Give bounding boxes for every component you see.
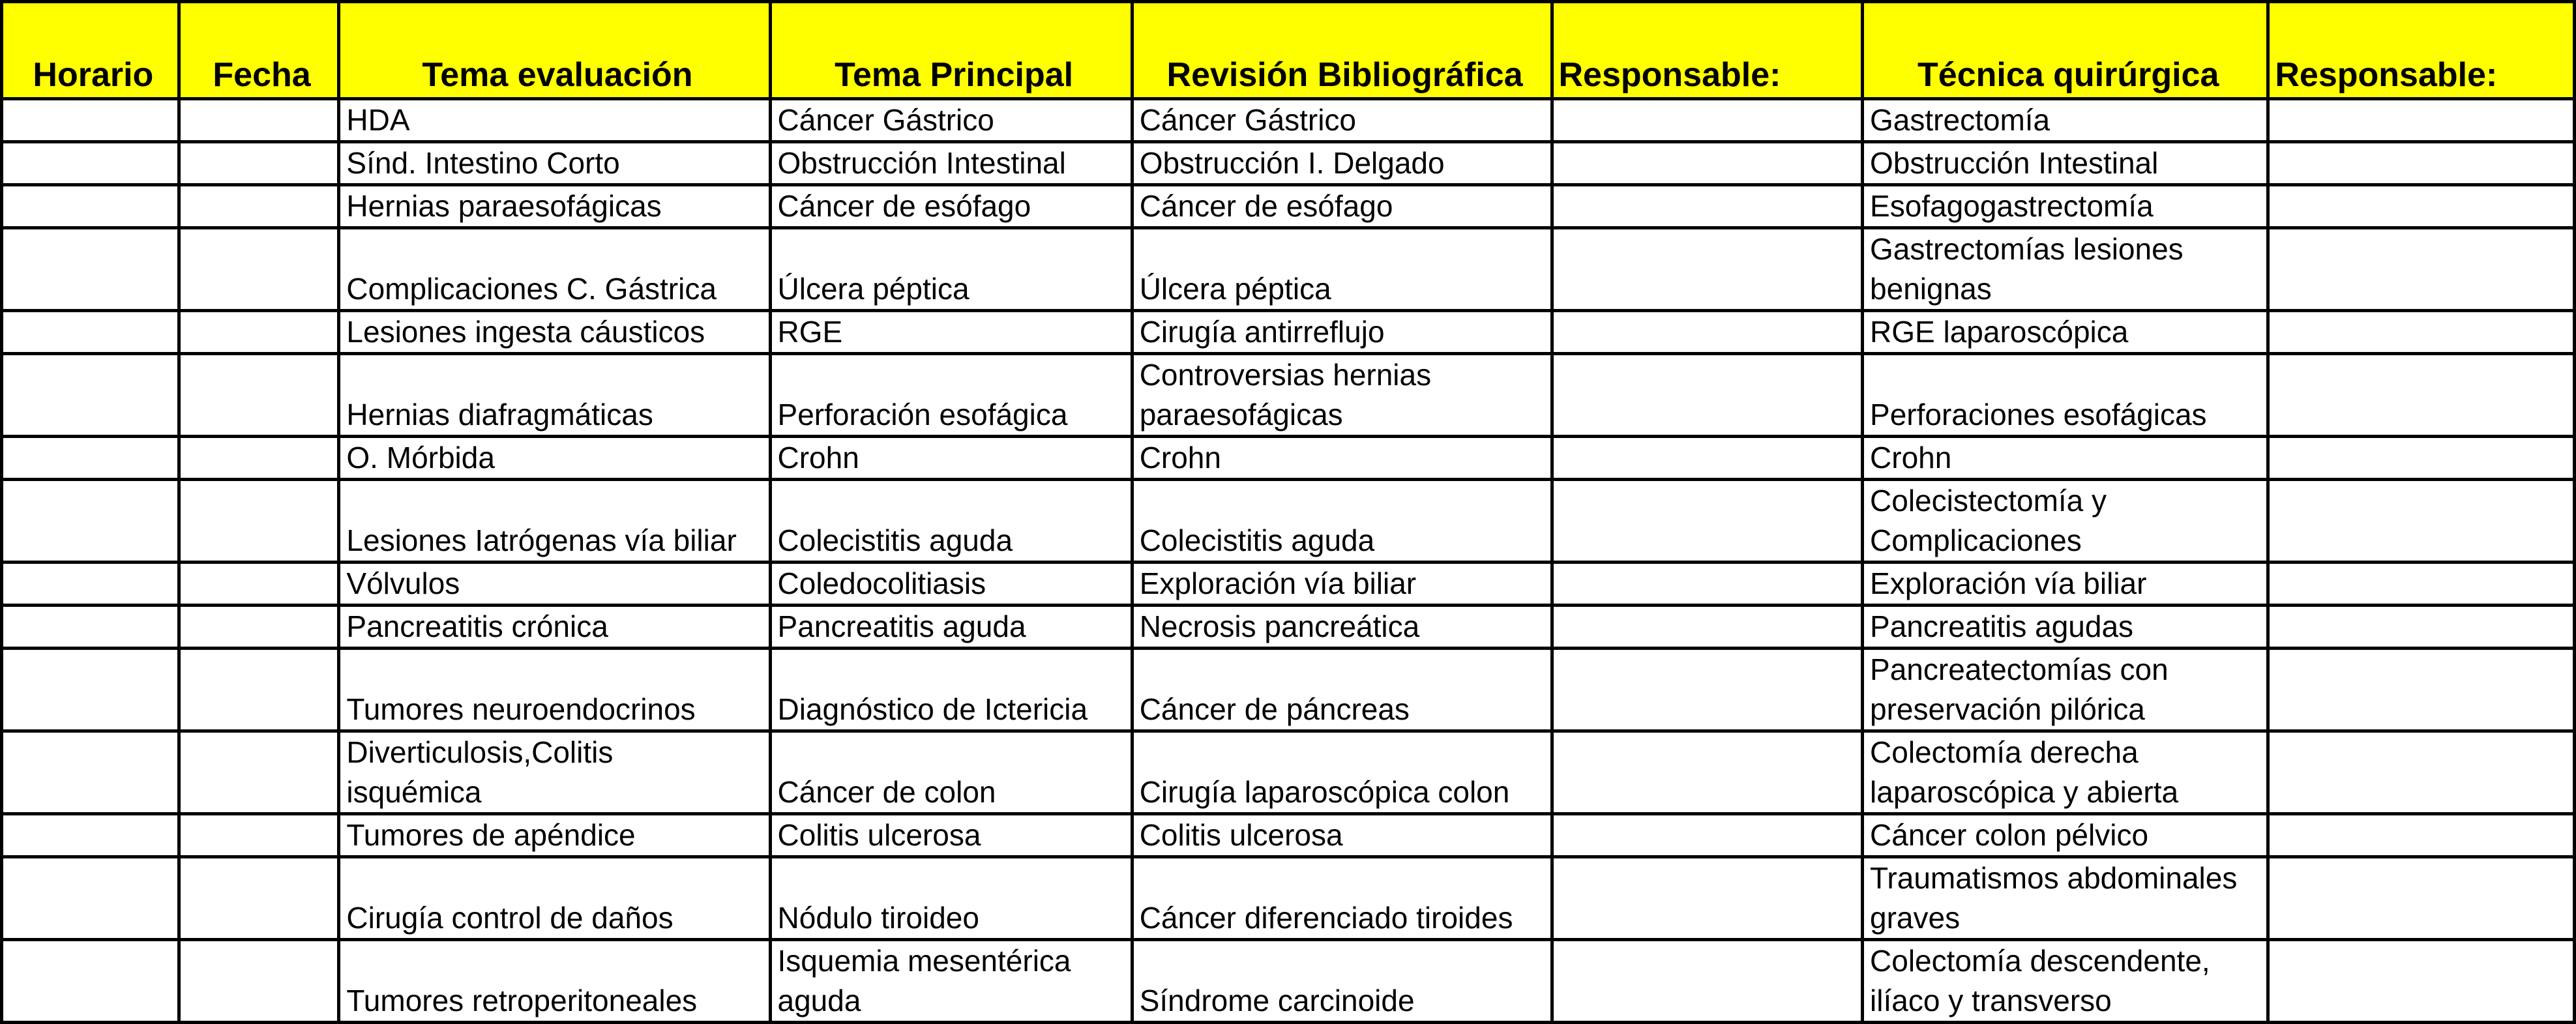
- cell-tema-principal[interactable]: RGE: [770, 311, 1132, 354]
- table-row: [2, 940, 2575, 1023]
- cell-fecha[interactable]: [179, 228, 339, 311]
- cell-responsable-1[interactable]: [1552, 142, 1863, 185]
- cell-responsable-1[interactable]: [1552, 731, 1863, 814]
- cell-tecnica-quirurgica[interactable]: Obstrucción Intestinal: [1863, 142, 2268, 185]
- cell-fecha[interactable]: [179, 857, 339, 940]
- cell-tema-evaluacion[interactable]: Tumores retroperitoneales: [339, 940, 770, 1023]
- table-row: [2, 814, 2575, 857]
- cell-tema-evaluacion[interactable]: Cirugía control de daños: [339, 857, 770, 940]
- cell-revision-bibliografica[interactable]: Cáncer diferenciado tiroides: [1132, 857, 1552, 940]
- table-row: [2, 649, 2575, 731]
- cell-responsable-1[interactable]: [1552, 437, 1863, 480]
- cell-horario[interactable]: [2, 437, 179, 480]
- cell-fecha[interactable]: [179, 563, 339, 606]
- table-row: [2, 480, 2575, 563]
- cell-tema-evaluacion[interactable]: Diverticulosis,Colitis isquémica: [339, 731, 770, 814]
- table-row: [2, 354, 2575, 437]
- cell-tema-evaluacion[interactable]: Pancreatitis crónica: [339, 606, 770, 649]
- table-row: [2, 99, 2575, 142]
- cell-tema-evaluacion[interactable]: Lesiones ingesta cáusticos: [339, 311, 770, 354]
- cell-tecnica-quirurgica[interactable]: Esofagogastrectomía: [1863, 185, 2268, 228]
- cell-tema-evaluacion[interactable]: O. Mórbida: [339, 437, 770, 480]
- cell-responsable-2[interactable]: [2268, 480, 2575, 563]
- cell-tema-principal[interactable]: Cáncer Gástrico: [770, 99, 1132, 142]
- cell-responsable-2[interactable]: [2268, 814, 2575, 857]
- cell-responsable-1[interactable]: [1552, 185, 1863, 228]
- cell-tema-evaluacion[interactable]: HDA: [339, 99, 770, 142]
- cell-horario[interactable]: [2, 99, 179, 142]
- cell-revision-bibliografica[interactable]: Úlcera péptica: [1132, 228, 1552, 311]
- cell-fecha[interactable]: [179, 354, 339, 437]
- cell-fecha[interactable]: [179, 606, 339, 649]
- cell-responsable-1[interactable]: [1552, 311, 1863, 354]
- cell-tema-principal[interactable]: Colecistitis aguda: [770, 480, 1132, 563]
- cell-tema-evaluacion[interactable]: Vólvulos: [339, 563, 770, 606]
- cell-tecnica-quirurgica[interactable]: Colectomía descendente, ilíaco y transverso: [1863, 940, 2268, 1023]
- cell-responsable-2[interactable]: [2268, 354, 2575, 437]
- cell-tecnica-quirurgica[interactable]: Colectomía derecha laparoscópica y abierta: [1863, 731, 2268, 814]
- cell-responsable-2[interactable]: [2268, 606, 2575, 649]
- cell-fecha[interactable]: [179, 480, 339, 563]
- table-row: [2, 606, 2575, 649]
- cell-tecnica-quirurgica[interactable]: Perforaciones esofágicas: [1863, 354, 2268, 437]
- cell-tema-evaluacion[interactable]: Hernias paraesofágicas: [339, 185, 770, 228]
- table-row: [2, 185, 2575, 228]
- cell-horario[interactable]: [2, 480, 179, 563]
- cell-tema-principal[interactable]: Úlcera péptica: [770, 228, 1132, 311]
- cell-revision-bibliografica[interactable]: Colitis ulcerosa: [1132, 814, 1552, 857]
- cell-tema-principal[interactable]: Diagnóstico de Ictericia: [770, 649, 1132, 731]
- cell-tema-principal[interactable]: Cáncer de colon: [770, 731, 1132, 814]
- cell-tema-evaluacion[interactable]: Sínd. Intestino Corto: [339, 142, 770, 185]
- header-responsable-1[interactable]: Responsable:: [1552, 2, 1863, 99]
- cell-responsable-1[interactable]: [1552, 857, 1863, 940]
- cell-fecha[interactable]: [179, 940, 339, 1023]
- cell-tecnica-quirurgica[interactable]: Gastrectomía: [1863, 99, 2268, 142]
- cell-tema-evaluacion[interactable]: Complicaciones C. Gástrica: [339, 228, 770, 311]
- cell-fecha[interactable]: [179, 437, 339, 480]
- cell-tecnica-quirurgica[interactable]: Colecistectomía y Complicaciones: [1863, 480, 2268, 563]
- cell-tecnica-quirurgica[interactable]: Pancreatitis agudas: [1863, 606, 2268, 649]
- table-row: [2, 228, 2575, 311]
- cell-responsable-2[interactable]: [2268, 731, 2575, 814]
- cell-tecnica-quirurgica[interactable]: Traumatismos abdominales graves: [1863, 857, 2268, 940]
- cell-responsable-2[interactable]: [2268, 99, 2575, 142]
- cell-tema-principal[interactable]: Cáncer de esófago: [770, 185, 1132, 228]
- cell-tema-evaluacion[interactable]: Lesiones Iatrógenas vía biliar: [339, 480, 770, 563]
- cell-revision-bibliografica[interactable]: Necrosis pancreática: [1132, 606, 1552, 649]
- cell-tema-principal[interactable]: Perforación esofágica: [770, 354, 1132, 437]
- cell-horario[interactable]: [2, 814, 179, 857]
- cell-tecnica-quirurgica[interactable]: Exploración vía biliar: [1863, 563, 2268, 606]
- cell-responsable-2[interactable]: [2268, 437, 2575, 480]
- cell-tema-evaluacion[interactable]: Hernias diafragmáticas: [339, 354, 770, 437]
- cell-responsable-1[interactable]: [1552, 228, 1863, 311]
- cell-revision-bibliografica[interactable]: Obstrucción I. Delgado: [1132, 142, 1552, 185]
- cell-horario[interactable]: [2, 354, 179, 437]
- cell-responsable-1[interactable]: [1552, 606, 1863, 649]
- header-row: [2, 2, 2575, 99]
- cell-responsable-1[interactable]: [1552, 649, 1863, 731]
- cell-responsable-2[interactable]: [2268, 185, 2575, 228]
- cell-horario[interactable]: [2, 142, 179, 185]
- cell-responsable-1[interactable]: [1552, 563, 1863, 606]
- cell-fecha[interactable]: [179, 185, 339, 228]
- cell-horario[interactable]: [2, 228, 179, 311]
- cell-tecnica-quirurgica[interactable]: Cáncer colon pélvico: [1863, 814, 2268, 857]
- cell-responsable-1[interactable]: [1552, 940, 1863, 1023]
- table-row: [2, 437, 2575, 480]
- table-row: [2, 311, 2575, 354]
- cell-revision-bibliografica[interactable]: Cáncer Gástrico: [1132, 99, 1552, 142]
- cell-tema-principal[interactable]: Obstrucción Intestinal: [770, 142, 1132, 185]
- cell-horario[interactable]: [2, 185, 179, 228]
- cell-tema-principal[interactable]: Coledocolitiasis: [770, 563, 1132, 606]
- cell-horario[interactable]: [2, 731, 179, 814]
- cell-tema-principal[interactable]: Isquemia mesentérica aguda: [770, 940, 1132, 1023]
- cell-fecha[interactable]: [179, 814, 339, 857]
- cell-tema-principal[interactable]: Colitis ulcerosa: [770, 814, 1132, 857]
- cell-tema-evaluacion[interactable]: Tumores neuroendocrinos: [339, 649, 770, 731]
- header-tema-evaluacion[interactable]: Tema evaluación: [339, 2, 770, 99]
- cell-tema-principal[interactable]: Pancreatitis aguda: [770, 606, 1132, 649]
- cell-revision-bibliografica[interactable]: Cirugía antirreflujo: [1132, 311, 1552, 354]
- header-tema-principal[interactable]: Tema Principal: [770, 2, 1132, 99]
- cell-horario[interactable]: [2, 606, 179, 649]
- header-revision-bibliografica[interactable]: Revisión Bibliográfica: [1132, 2, 1552, 99]
- cell-responsable-2[interactable]: [2268, 142, 2575, 185]
- cell-tema-principal[interactable]: Nódulo tiroideo: [770, 857, 1132, 940]
- cell-responsable-2[interactable]: [2268, 649, 2575, 731]
- cell-revision-bibliografica[interactable]: Controversias hernias paraesofágicas: [1132, 354, 1552, 437]
- cell-tecnica-quirurgica[interactable]: Gastrectomías lesiones benignas: [1863, 228, 2268, 311]
- cell-revision-bibliografica[interactable]: Cáncer de esófago: [1132, 185, 1552, 228]
- cell-responsable-1[interactable]: [1552, 99, 1863, 142]
- cell-responsable-1[interactable]: [1552, 814, 1863, 857]
- cell-horario[interactable]: [2, 940, 179, 1023]
- cell-revision-bibliografica[interactable]: Crohn: [1132, 437, 1552, 480]
- cell-horario[interactable]: [2, 857, 179, 940]
- cell-revision-bibliografica[interactable]: Síndrome carcinoide: [1132, 940, 1552, 1023]
- cell-fecha[interactable]: [179, 649, 339, 731]
- cell-tecnica-quirurgica[interactable]: Pancreatectomías con preservación pilórica: [1863, 649, 2268, 731]
- table-row: [2, 857, 2575, 940]
- cell-tema-evaluacion[interactable]: Tumores de apéndice: [339, 814, 770, 857]
- cell-revision-bibliografica[interactable]: Cirugía laparoscópica colon: [1132, 731, 1552, 814]
- cell-tecnica-quirurgica[interactable]: Crohn: [1863, 437, 2268, 480]
- cell-horario[interactable]: [2, 311, 179, 354]
- cell-revision-bibliografica[interactable]: Exploración vía biliar: [1132, 563, 1552, 606]
- cell-tema-principal[interactable]: Crohn: [770, 437, 1132, 480]
- header-fecha[interactable]: Fecha: [179, 2, 339, 99]
- cell-tecnica-quirurgica[interactable]: RGE laparoscópica: [1863, 311, 2268, 354]
- cell-responsable-2[interactable]: [2268, 940, 2575, 1023]
- table-row: [2, 731, 2575, 814]
- cell-fecha[interactable]: [179, 311, 339, 354]
- cell-responsable-1[interactable]: [1552, 480, 1863, 563]
- cell-responsable-2[interactable]: [2268, 311, 2575, 354]
- cell-horario[interactable]: [2, 649, 179, 731]
- cell-fecha[interactable]: [179, 99, 339, 142]
- cell-fecha[interactable]: [179, 731, 339, 814]
- cell-responsable-2[interactable]: [2268, 228, 2575, 311]
- cell-fecha[interactable]: [179, 142, 339, 185]
- cell-responsable-1[interactable]: [1552, 354, 1863, 437]
- header-horario[interactable]: Horario: [2, 2, 179, 99]
- table-row: [2, 142, 2575, 185]
- cell-revision-bibliografica[interactable]: Cáncer de páncreas: [1132, 649, 1552, 731]
- header-tecnica-quirurgica[interactable]: Técnica quirúrgica: [1863, 2, 2268, 99]
- cell-responsable-2[interactable]: [2268, 563, 2575, 606]
- cell-horario[interactable]: [2, 563, 179, 606]
- table-row: [2, 563, 2575, 606]
- cell-revision-bibliografica[interactable]: Colecistitis aguda: [1132, 480, 1552, 563]
- header-responsable-2[interactable]: Responsable:: [2268, 2, 2575, 99]
- cell-responsable-2[interactable]: [2268, 857, 2575, 940]
